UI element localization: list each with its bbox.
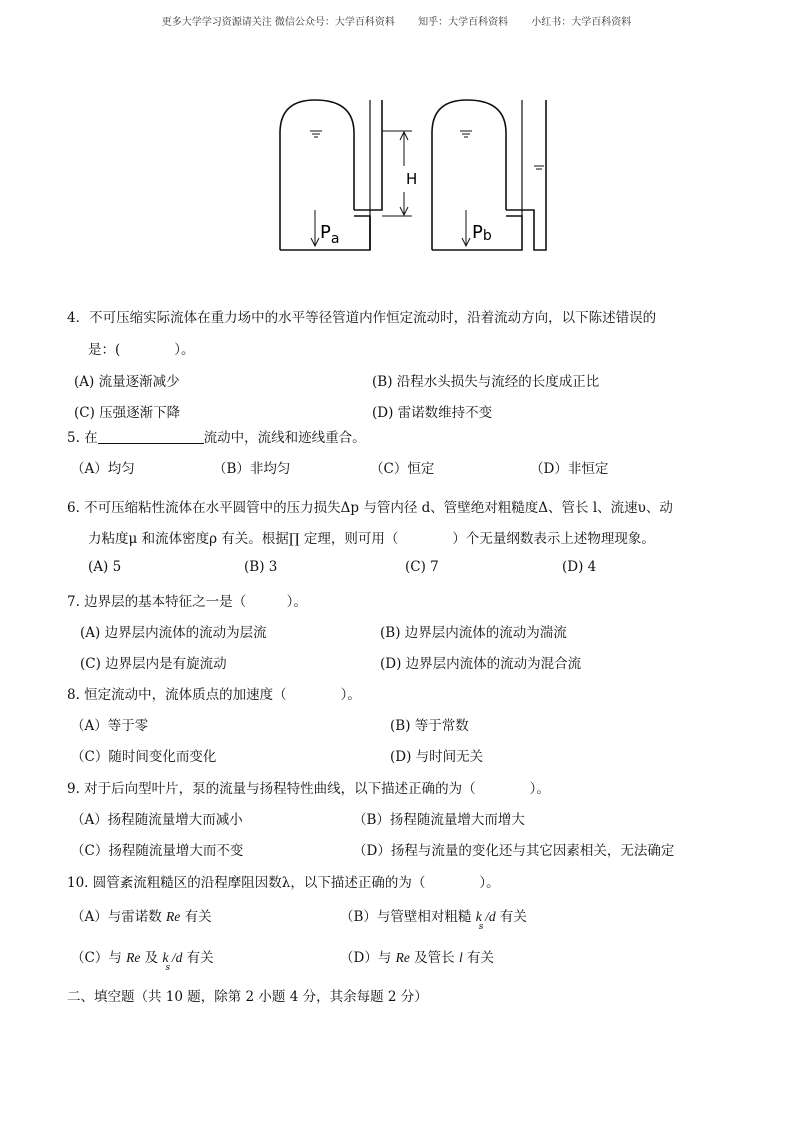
section-2-heading: 二、填空题（共 10 题，除第 2 小题 4 分，其余每题 2 分） xyxy=(67,989,428,1005)
q7-option-c: (C) 边界层内是有旋流动 xyxy=(80,656,227,672)
header-line2: 知乎：大学百科资料 xyxy=(418,17,509,28)
q5-stem-pre: 5. 在 xyxy=(67,430,98,446)
q10-option-a: （A）与雷诺数 Re 有关 xyxy=(71,909,212,925)
q5-stem xyxy=(67,426,366,446)
header-line1: 更多大学学习资源请关注 微信公众号：大学百科资料 xyxy=(161,17,395,28)
q7-option-b: (B) 边界层内流体的流动为湍流 xyxy=(380,625,567,641)
q8-stem: 8. 恒定流动中，流体质点的加速度（ ）。 xyxy=(67,687,361,703)
q4-option-a: (A) 流量逐渐减少 xyxy=(74,374,180,390)
q4-stem-line2: 是：( ）。 xyxy=(88,342,195,358)
q10-option-d: （D）与 Re 及管长 l 有关 xyxy=(340,950,495,966)
q9-option-a: （A）扬程随流量增大而减小 xyxy=(71,812,243,828)
q9-option-d: （D）扬程与流量的变化还与其它因素相关，无法确定 xyxy=(353,843,675,859)
q5-option-c: （C）恒定 xyxy=(370,461,435,477)
q5-option-a: （A）均匀 xyxy=(71,461,135,477)
label-pa: $P_a$ xyxy=(320,222,340,247)
q4-option-b: (B) 沿程水头损失与流经的长度成正比 xyxy=(372,374,600,390)
q7-option-d: (D) 边界层内流体的流动为混合流 xyxy=(380,656,582,672)
q8-option-b: (B) 等于常数 xyxy=(390,718,469,734)
label-H: H xyxy=(406,170,418,188)
q6-option-a: (A) 5 xyxy=(88,559,122,575)
q6-stem-line2: 力粘度μ 和流体密度ρ 有关。根据∏ 定理，则可用（ ）个无量纲数表示上述物理现象。 xyxy=(88,531,655,547)
q4-stem-line1: 4．不可压缩实际流体在重力场中的水平等径管道内作恒定流动时，沿着流动方向，以下陈述错误的 xyxy=(67,310,657,326)
q8-option-c: （C）随时间变化而变化 xyxy=(71,749,217,765)
q4-option-c: (C) 压强逐渐下降 xyxy=(74,405,181,421)
q7-stem: 7. 边界层的基本特征之一是（ ）。 xyxy=(67,594,307,610)
q6-option-c: (C) 7 xyxy=(405,559,439,575)
q9-option-b: （B）扬程随流量增大而增大 xyxy=(353,812,525,828)
q6-stem-line1: 6. 不可压缩粘性流体在水平圆管中的压力损失Δp 与管内径 d、管壁绝对粗糙度Δ、管长 l、流速υ、动 xyxy=(67,500,673,516)
q10-stem: 10. 圆管紊流粗糙区的沿程摩阻因数λ，以下描述正确的为（ ）。 xyxy=(67,875,500,891)
q9-stem: 9. 对于后向型叶片，泵的流量与扬程特性曲线，以下描述正确的为（ ）。 xyxy=(67,781,550,797)
q10-option-c: （C）与 Re 及 k s /d 有关 xyxy=(71,950,214,973)
label-pb: Pb xyxy=(472,222,492,244)
q5-option-b: （B）非均匀 xyxy=(213,461,291,477)
q10-option-b: （B）与管壁相对粗糙 k s /d 有关 xyxy=(340,909,527,932)
tank-figure xyxy=(270,98,550,258)
q8-option-a: （A）等于零 xyxy=(71,718,149,734)
q7-option-a: (A) 边界层内流体的流动为层流 xyxy=(80,625,267,641)
q8-option-d: (D) 与时间无关 xyxy=(390,749,484,765)
q6-option-b: (B) 3 xyxy=(244,559,278,575)
q5-stem-post: 流动中，流线和迹线重合。 xyxy=(203,430,366,446)
tank-a-outline xyxy=(280,100,354,250)
tank-b-outline xyxy=(432,100,506,250)
page-header xyxy=(0,13,793,28)
q5-blank xyxy=(98,429,204,444)
q4-option-d: (D) 雷诺数维持不变 xyxy=(372,405,493,421)
q9-option-c: （C）扬程随流量增大而不变 xyxy=(71,843,244,859)
q6-option-d: (D) 4 xyxy=(562,559,597,575)
header-line3: 小红书：大学百科资料 xyxy=(531,17,632,28)
q5-option-d: （D）非恒定 xyxy=(530,461,609,477)
